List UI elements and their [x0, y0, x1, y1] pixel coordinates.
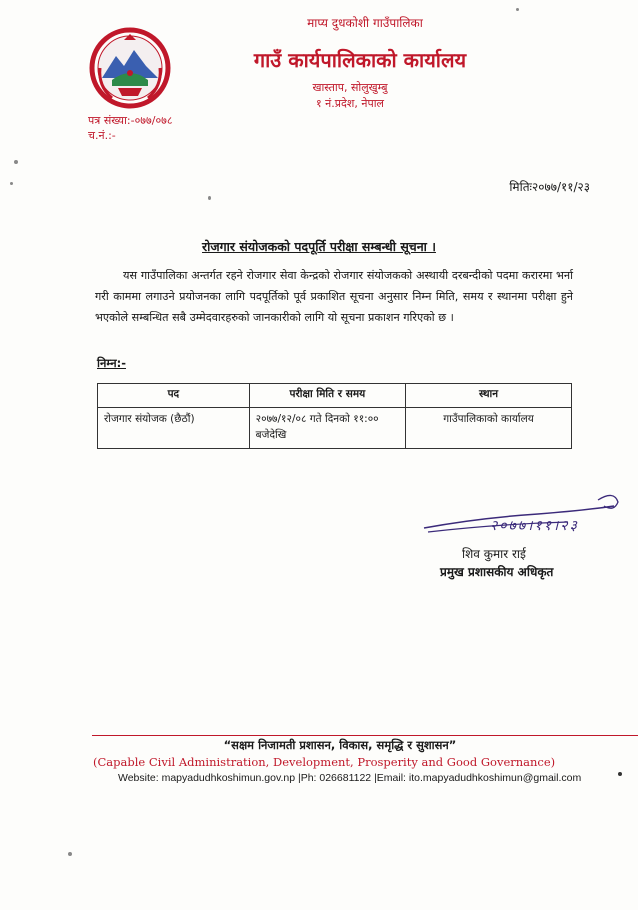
letter-date: मितिः२०७७/११/२३ [509, 180, 590, 194]
schedule-heading: निम्न:- [97, 356, 126, 370]
municipality-name: माप्य दुधकोशी गाउँपालिका [307, 16, 423, 30]
scan-speck [68, 852, 72, 856]
table-row [98, 408, 572, 449]
scan-speck [208, 196, 211, 200]
scan-speck [618, 772, 622, 776]
notice-subject: रोजगार संयोजकको पदपूर्ति परीक्षा सम्बन्धी सूचना । [202, 239, 436, 254]
office-title: गाउँ कार्यपालिकाको कार्यालय [253, 48, 467, 72]
table-header-row [98, 384, 572, 408]
nepal-emblem-icon [88, 26, 172, 110]
scan-speck [14, 160, 18, 164]
notice-body: यस गाउँपालिका अन्तर्गत रहने रोजगार सेवा केन्द्रको रोजगार संयोजकको अस्थायी दरबन्दीको पदमा करारमा भर्ना गरी काममा लगाउने प्रयोजनका लागि पदपूर्तिको पूर्व प्रकाशित सूचना अनुसार निम्न मिति, समय र स्थानमा परीक्षा हुने भएकोले सम्बन्धित सबै उम्मेदवारहरुको जानकारीको लागि यो सूचना प्रकाशन गरिएको छ । [95, 269, 573, 324]
footer-motto: “सक्षम निजामती प्रशासन, विकास, समृद्धि र सुशासन” [223, 738, 457, 752]
signer-designation: प्रमुख प्रशासकीय अधिकृत [440, 565, 554, 579]
dispatch-number: च.नं.:- [88, 129, 116, 142]
office-province: १ नं.प्रदेश, नेपाल [315, 97, 385, 110]
office-address: खास्ताप, सोलुखुम्बु [312, 81, 388, 94]
signature-date: २०७७।११।२३ [490, 518, 579, 534]
reference-number: पत्र संख्या:-०७७/०७८ [88, 114, 173, 127]
column-header-post: पद [98, 384, 250, 408]
footer-motto-english: (Capable Civil Administration, Development, Prosperity and Good Governance) [93, 755, 556, 769]
signer-name: शिव कुमार राई [462, 547, 526, 561]
footer-contact: Website: mapyadudhkoshimun.gov.np |Ph: 026681122 |Email: ito.mapyadudhkoshimun@gmail.com [118, 772, 582, 784]
cell-datetime: २०७७/१२/०८ गते दिनको ११:०० बजेदेखि [249, 408, 405, 449]
footer-divider [92, 735, 638, 736]
scan-speck [516, 8, 519, 11]
exam-schedule-table [97, 383, 572, 449]
column-header-datetime: परीक्षा मिति र समय [249, 384, 405, 408]
cell-venue: गाउँपालिकाको कार्यालय [406, 408, 572, 449]
column-header-venue: स्थान [406, 384, 572, 408]
cell-post: रोजगार संयोजक (छैठौं) [98, 408, 250, 449]
scan-speck [10, 182, 13, 185]
